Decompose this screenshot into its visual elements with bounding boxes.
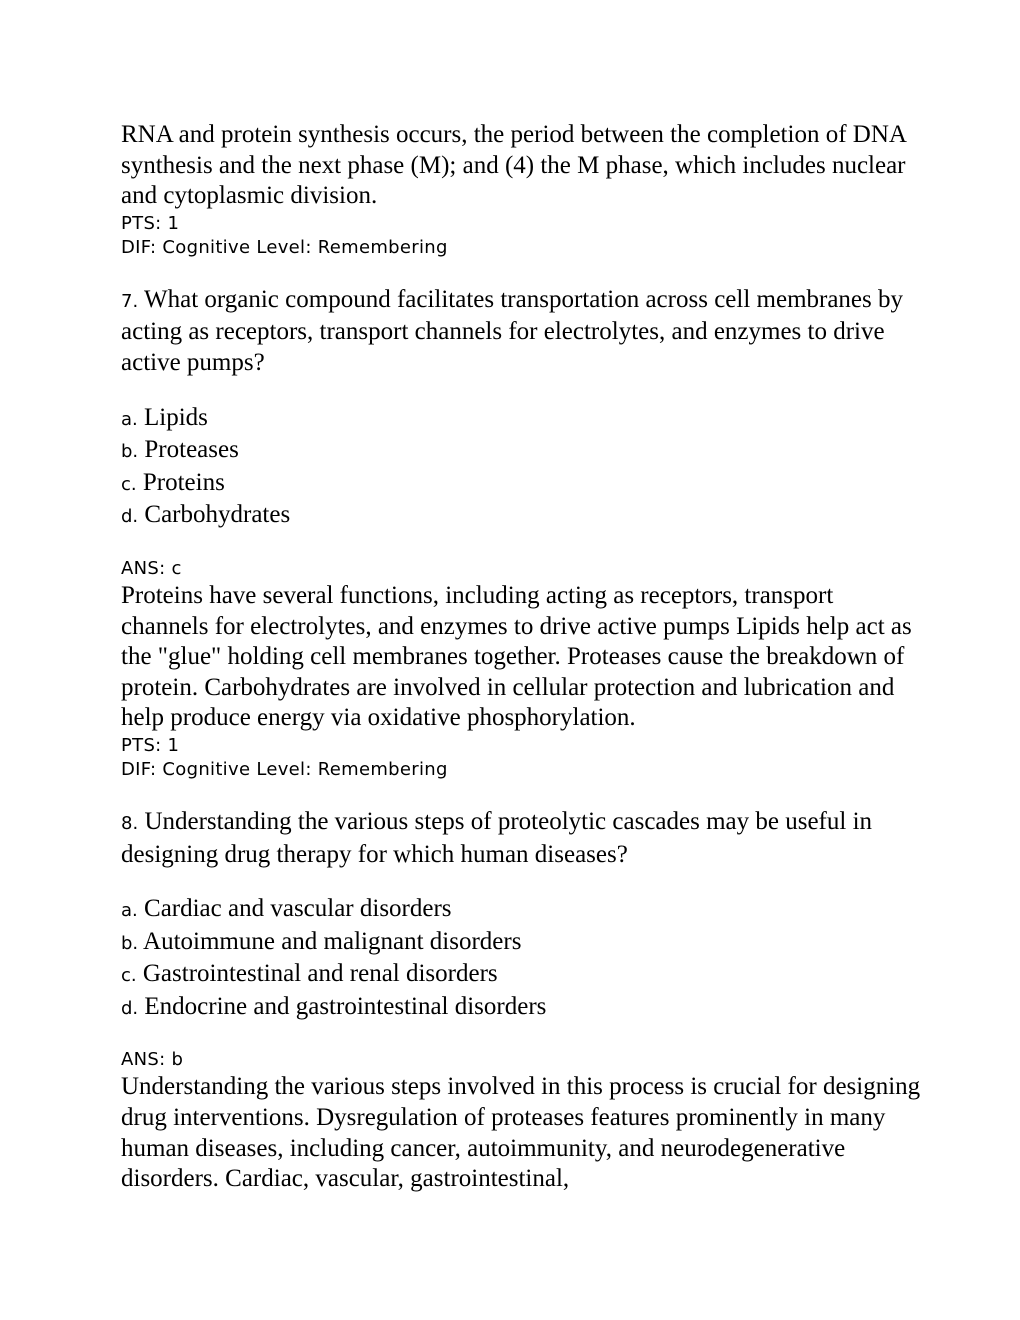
option-a: [121, 403, 921, 436]
option-letter: a.: [121, 408, 138, 430]
question-dif: DIF: Cognitive Level: Remembering: [121, 758, 448, 780]
option-text: Endocrine and gastrointestinal disorders: [144, 992, 547, 1020]
question-text: Understanding the various steps of proteolytic cascades may be useful in designing drug therapy for which human diseases?: [121, 807, 873, 868]
question-pts: PTS: 1: [121, 734, 180, 756]
option-b: [121, 435, 921, 468]
option-text: Lipids: [144, 403, 208, 431]
option-letter: c.: [121, 473, 137, 495]
option-c: [121, 959, 921, 992]
answer-key: ANS: c: [121, 557, 182, 579]
option-text: Carbohydrates: [144, 501, 291, 529]
question-text: What organic compound facilitates transportation across cell membranes by acting as receptors, transport channels for electrolytes, and enzymes to drive active pumps?: [121, 285, 904, 376]
options-list: [121, 894, 921, 1024]
option-text: Cardiac and vascular disorders: [144, 895, 452, 923]
option-text: Proteins: [142, 468, 225, 496]
option-b: [121, 927, 921, 960]
options-list: [121, 403, 921, 533]
answer-key: ANS: b: [121, 1049, 184, 1071]
option-a: [121, 894, 921, 927]
option-letter: d.: [121, 506, 139, 528]
question-stem: [121, 807, 921, 870]
question-stem: [121, 285, 921, 379]
question-number: 8.: [121, 812, 139, 834]
option-d: [121, 992, 921, 1025]
option-d: [121, 500, 921, 533]
option-letter: b.: [121, 441, 139, 463]
intro-dif: DIF: Cognitive Level: Remembering: [121, 236, 448, 258]
option-letter: b.: [121, 932, 139, 954]
document-page: [121, 120, 921, 1195]
option-letter: c.: [121, 965, 137, 987]
intro-text: RNA and protein synthesis occurs, the period between the completion of DNA synthesis and the next phase (M); and (4) the M phase, which includes nuclear and cytoplasmic division.: [121, 121, 906, 210]
option-letter: a.: [121, 900, 138, 922]
option-c: [121, 468, 921, 501]
intro-pts: PTS: 1: [121, 212, 180, 234]
question-8: [121, 807, 921, 1195]
question-number: 7.: [121, 290, 139, 312]
option-text: Proteases: [144, 436, 239, 464]
option-text: Autoimmune and malignant disorders: [143, 927, 522, 955]
question-7: [121, 285, 921, 782]
option-letter: d.: [121, 997, 139, 1019]
rationale-text: Proteins have several functions, including acting as receptors, transport channels for electrolytes, and enzymes to drive active pumps Lipids help act as the "glue" holding cell membranes together. Proteases cause the breakdown of protein. Carbohydrates are involved in cellular protection and lubrication and help produce energy via oxidative phosphorylation.: [121, 581, 912, 732]
option-text: Gastrointestinal and renal disorders: [142, 960, 498, 988]
rationale-text: Understanding the various steps involved in this process is crucial for designing drug interventions. Dysregulation of proteases features prominently in many human diseases, including cancer, autoimmunity, and neurodegenerative disorders. Cardiac, vascular, gastrointestinal,: [121, 1073, 921, 1193]
